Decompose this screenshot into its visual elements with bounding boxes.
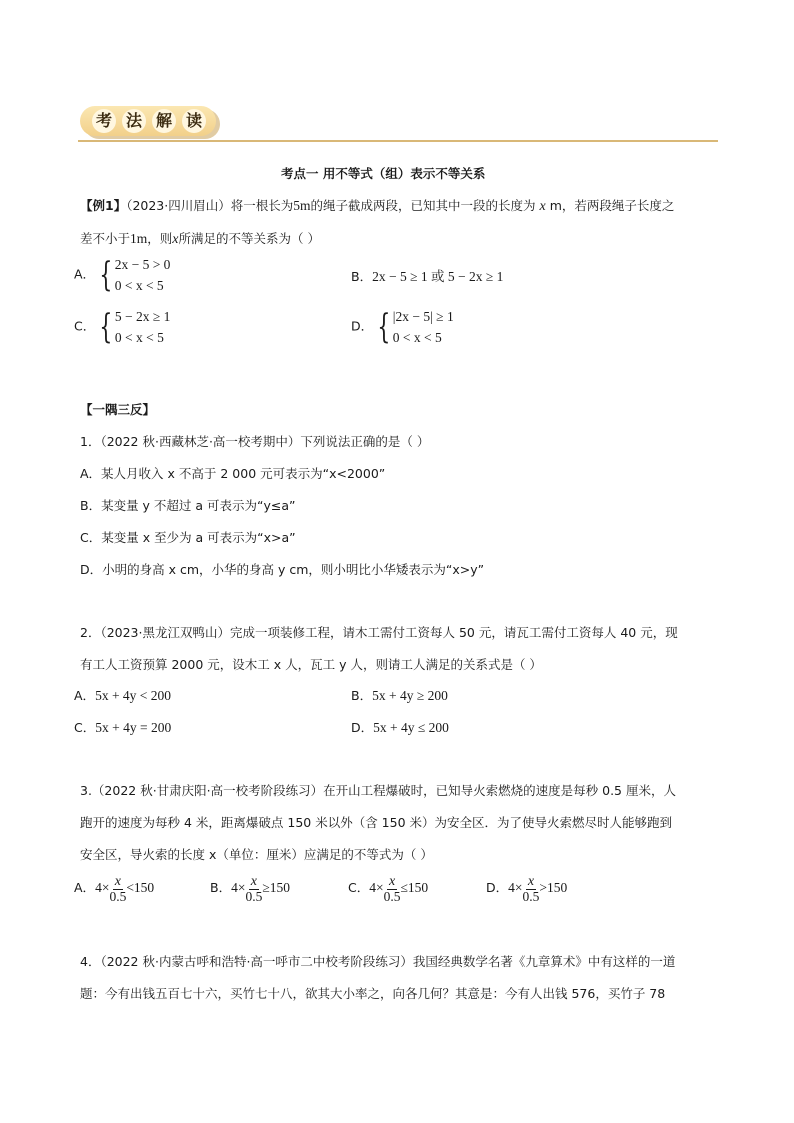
q3-option-b — [210, 874, 290, 904]
q4-line1: 4．（2022 秋·内蒙古呼和浩特·高一呼市二中校考阶段练习）我国经典数学名著《九章算术》中有这样的一道 — [80, 954, 676, 969]
q3-option-a — [74, 874, 154, 904]
text: 差不小于 — [80, 231, 131, 246]
text: 的绳子截成两段，已知其中一段的长度为 — [310, 198, 536, 213]
practice-heading: 【一隅三反】 — [80, 402, 156, 417]
option-label: A． — [74, 880, 96, 896]
option-expr: 5x + 4y ≤ 200 — [373, 720, 449, 735]
section-title: 考点一 用不等式（组）表示不等关系 — [281, 166, 486, 181]
q2-option-c — [74, 718, 171, 736]
expr-part: ≤150 — [400, 880, 429, 896]
expr-part: 4× — [95, 880, 110, 896]
option-expr: 5x + 4y = 200 — [95, 720, 172, 735]
system-line: |2x − 5| ≥ 1 — [392, 309, 454, 324]
expr-part: 4× — [231, 880, 246, 896]
system-line: 0 < x < 5 — [392, 330, 442, 345]
q1-option-a: A．某人月收入 x 不高于 2 000 元可表示为“x<2000” — [80, 466, 386, 481]
option-label: D． — [351, 318, 374, 334]
option-label: D． — [351, 720, 374, 735]
q1-option-c: C．某变量 x 至少为 a 可表示为“x>a” — [80, 530, 296, 545]
expr-part: 4× — [508, 880, 523, 896]
q4-line2: 题：今有出钱五百七十六，买竹七十八，欲其大小率之，向各几何？其意是：今有人出钱 576，买竹子 78 — [80, 986, 666, 1001]
expr-part: <150 — [126, 880, 155, 896]
q2-option-b — [351, 686, 448, 704]
fraction-numerator: x — [527, 874, 535, 889]
fraction-denominator: 0.5 — [522, 889, 540, 904]
q3-line1: 3.（2022 秋·甘肃庆阳·高一校考阶段练习）在开山工程爆破时，已知导火索燃烧的速度是每秒 0.5 厘米，人 — [80, 783, 676, 798]
q1-option-b: B．某变量 y 不超过 a 可表示为“y≤a” — [80, 498, 296, 513]
option-label: A． — [74, 266, 96, 282]
option-label: B． — [351, 688, 373, 703]
q3-option-c — [348, 874, 428, 904]
brace-icon: { — [377, 307, 391, 347]
option-label: D． — [486, 880, 509, 896]
q3-option-d — [486, 874, 567, 904]
banner-char: 读 — [182, 109, 206, 133]
text: 所满足的不等关系为（ ） — [178, 231, 320, 246]
q2-option-d — [351, 718, 449, 736]
expr-part: ≥150 — [262, 880, 290, 896]
q2-option-a — [74, 686, 171, 704]
q1-option-d: D．小明的身高 x cm，小华的身高 y cm，则小明比小华矮表示为“x>y” — [80, 562, 485, 577]
option-label: C． — [348, 880, 370, 896]
option-label: A． — [74, 688, 96, 703]
fraction-numerator: x — [114, 874, 121, 889]
fraction-denominator: 0.5 — [109, 889, 127, 904]
expr-part: 4× — [369, 880, 384, 896]
diff-value: 1m — [130, 231, 148, 246]
text: ，则 — [147, 231, 173, 246]
variable: x — [539, 199, 546, 214]
example1-line2 — [80, 229, 320, 248]
example1-line1 — [80, 196, 674, 215]
banner-char: 法 — [122, 109, 146, 133]
banner-char: 解 — [152, 109, 176, 133]
fraction-numerator: x — [250, 874, 257, 889]
q2-line1: 2．（2023·黑龙江双鸭山）完成一项装修工程，请木工需付工资每人 50 元，请瓦工需付工资每人 40 元，现 — [80, 625, 678, 640]
brace-icon: { — [99, 255, 113, 295]
option-label: C． — [74, 720, 96, 735]
variable: x — [172, 232, 179, 247]
system-line: 0 < x < 5 — [114, 278, 164, 293]
option-expr: 5x + 4y < 200 — [95, 688, 172, 703]
example1-option-b — [351, 265, 503, 285]
system-line: 0 < x < 5 — [114, 330, 164, 345]
example1-option-c — [74, 306, 170, 348]
length-value: 5m — [293, 198, 311, 213]
system-line: 5 − 2x ≥ 1 — [114, 309, 171, 324]
fraction-denominator: 0.5 — [383, 889, 401, 904]
q3-line3: 安全区，导火索的长度 x（单位：厘米）应满足的不等式为（ ） — [80, 847, 433, 862]
text: m，若两段绳子长度之 — [549, 198, 675, 213]
q1-stem: 1．（2022 秋·西藏林芝·高一校考期中）下列说法正确的是（ ） — [80, 434, 430, 449]
option-label: C． — [74, 318, 96, 334]
system-line: 2x − 5 > 0 — [114, 257, 171, 272]
brace-icon: { — [99, 307, 113, 347]
option-label: B． — [210, 880, 232, 896]
option-expr: 2x − 5 ≥ 1 或 5 − 2x ≥ 1 — [372, 269, 504, 284]
example-tag: 【例1】 — [80, 198, 127, 213]
fraction-denominator: 0.5 — [245, 889, 263, 904]
q3-line2: 跑开的速度为每秒 4 米，距离爆破点 150 米以外（含 150 米）为安全区．为了使导火索燃尽时人能够跑到 — [80, 815, 673, 830]
expr-part: >150 — [539, 880, 568, 896]
q2-line2: 有工人工资预算 2000 元，设木工 x 人，瓦工 y 人，则请工人满足的关系式是（ ） — [80, 657, 542, 672]
option-expr: 5x + 4y ≥ 200 — [372, 688, 448, 703]
section-banner — [80, 106, 216, 136]
text: （2023·四川眉山）将一根长为 — [126, 198, 294, 213]
example1-option-d — [351, 306, 454, 348]
option-label: B． — [351, 269, 373, 284]
banner-char: 考 — [92, 109, 116, 133]
fraction-numerator: x — [388, 874, 396, 889]
example1-option-a — [74, 254, 170, 296]
header-rule — [78, 140, 718, 142]
